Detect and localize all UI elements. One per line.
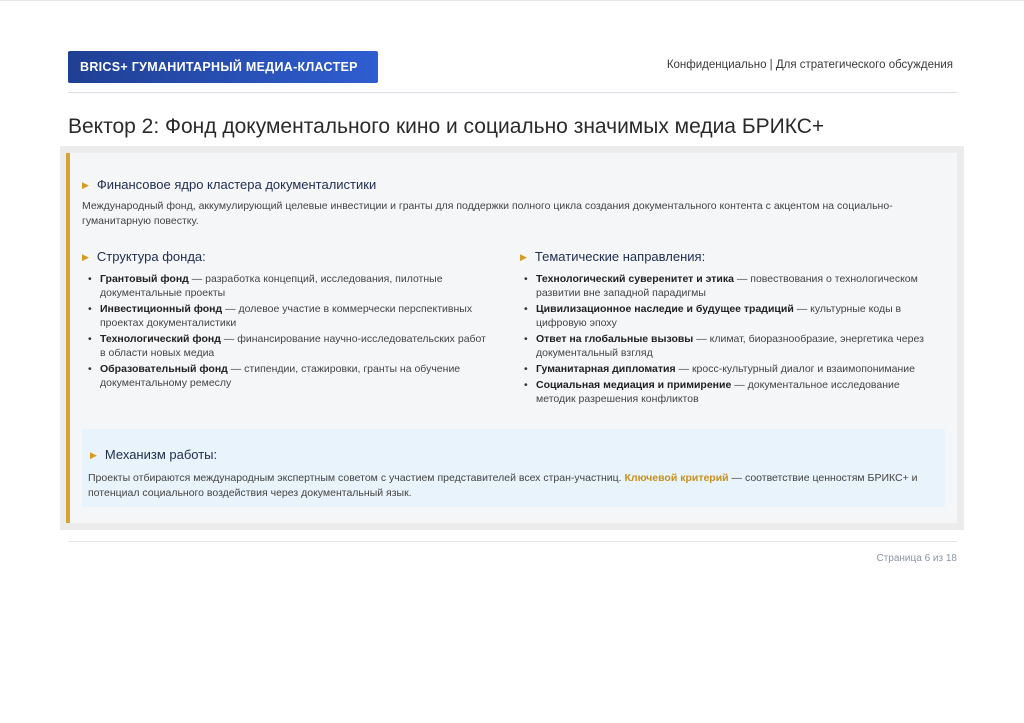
core-heading-text: Финансовое ядро кластера документалистики [96,177,377,192]
triangle-right-icon: ▶ [90,450,97,460]
header-divider [68,92,957,93]
footer-divider [68,541,957,542]
structure-heading [82,249,206,264]
item-desc: — разработка концепций, исследования, пилотные документальные проекты [100,273,443,299]
item-term: Ответ на глобальные вызовы [536,333,694,345]
item-desc: — культурные коды в цифровую эпоху [536,303,902,329]
themes-list [522,272,942,408]
item-term: Гуманитарная дипломатия [536,363,676,375]
item-desc: — стипендии, стажировки, гранты на обучение документальному ремеслу [100,363,461,389]
list-item [522,378,942,406]
item-term: Социальная медиация и примирение [536,379,732,391]
themes-heading-text: Тематические направления: [534,249,706,264]
item-desc: — финансирование научно-исследовательских работ в области новых медиа [100,333,486,359]
item-desc: — климат, биоразнообразие, энергетика через документальный взгляд [536,333,924,359]
core-heading [82,177,376,192]
structure-list [86,272,486,392]
item-desc: — кросс-культурный диалог и взаимопонимание [675,363,915,375]
list-item [522,362,942,376]
triangle-right-icon: ▶ [520,252,527,262]
list-item [522,332,942,360]
item-term: Грантовый фонд [100,273,189,285]
item-term: Образовательный фонд [100,363,228,375]
key-criterion: Ключевой критерий [624,472,729,484]
page-title: Вектор 2: Фонд документального кино и социально значимых медиа БРИКС+ [68,115,825,138]
list-item [86,362,486,390]
item-term: Цивилизационное наследие и будущее традиций [536,303,794,315]
item-desc: — документальное исследование методик разрешения конфликтов [536,379,900,405]
confidential-label: Конфиденциально | Для стратегического обсуждения [666,59,953,71]
list-item [86,272,486,300]
item-term: Инвестиционный фонд [100,303,223,315]
mechanism-text [88,471,940,501]
mechanism-heading-text: Механизм работы: [104,447,218,462]
mechanism-text-part: Проекты отбираются международным экспертным советом с участием представителей всех стран-участниц. [88,472,625,484]
list-item [86,302,486,330]
brand-banner: BRICS+ ГУМАНИТАРНЫЙ МЕДИА-КЛАСТЕР [68,51,378,83]
accent-bar [66,153,70,523]
core-description: Международный фонд, аккумулирующий целевые инвестиции и гранты для поддержки полного цикла создания документального контента с акцентом на социально-гуманитарную повестку. [82,200,893,227]
page-number: Страница 6 из 18 [876,553,957,564]
triangle-right-icon: ▶ [82,252,89,262]
list-item [522,302,942,330]
item-desc: — долевое участие в коммерчески перспективных проектах документалистики [100,303,473,329]
mechanism-heading [90,447,217,462]
triangle-right-icon: ▶ [82,180,89,190]
item-term: Технологический фонд [100,333,221,345]
list-item [86,332,486,360]
list-item [522,272,942,300]
structure-heading-text: Структура фонда: [96,249,206,264]
item-term: Технологический суверенитет и этика [536,273,734,285]
item-desc: — повествования о технологическом развитии вне западной парадигмы [536,273,918,299]
mechanism-text-part: — соответствие ценностям БРИКС+ и потенциал социального воздействия через документальный язык. [88,472,918,499]
themes-heading [520,249,705,264]
